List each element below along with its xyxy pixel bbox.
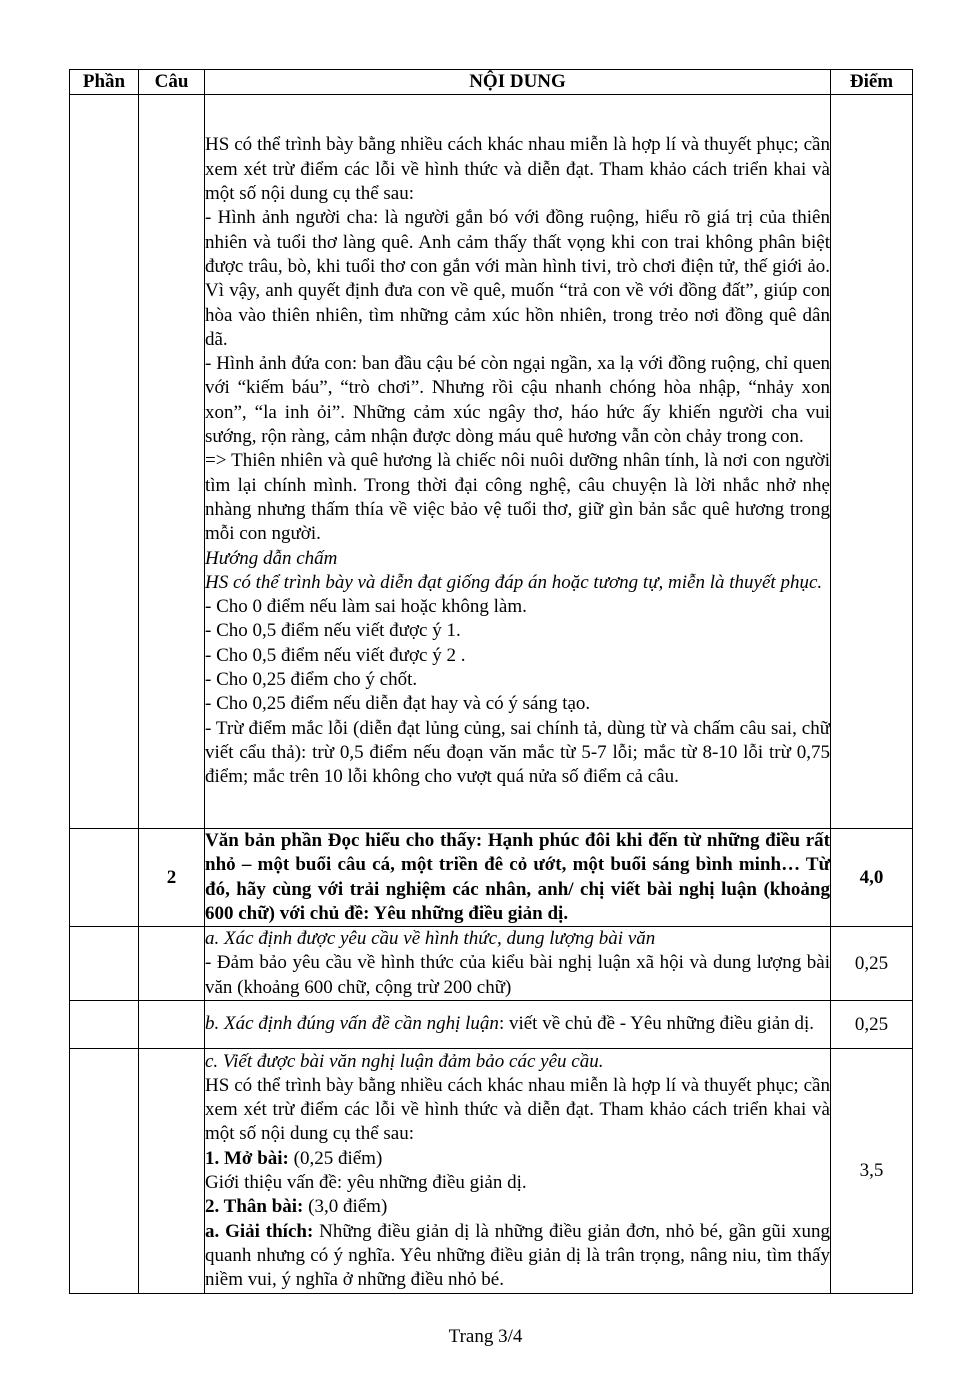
- table-row: [70, 95, 913, 829]
- cell-content: [205, 927, 831, 1001]
- header-noi-dung: NỘI DUNG: [205, 70, 831, 95]
- cell-phan: [70, 95, 139, 829]
- section-points: (3,0 điểm): [303, 1196, 388, 1218]
- paragraph: - Hình ảnh đứa con: ban đầu cậu bé còn ngại ngần, xa lạ với đồng ruộng, chỉ quen với “kiếm báu”, “trò chơi”. Nhưng rồi cậu nhanh chóng hòa nhập, “nhảy xon xon”, “la inh ỏi”. Những cảm xúc ngây thơ, háo hức ấy khiến người cha vui sướng, rộn ràng, cảm nhận được dòng máu quê hương vẫn còn chảy trong con.: [205, 353, 830, 448]
- table-row: [70, 1049, 913, 1294]
- cell-phan: [70, 927, 139, 1001]
- header-phan: Phần: [70, 70, 139, 95]
- paragraph: HS có thể trình bày bằng nhiều cách khác nhau miễn là hợp lí và thuyết phục; cần xem xét trừ điểm các lỗi về hình thức và diễn đạt. Tham khảo cách triển khai và một số nội dung cụ thể sau:: [205, 134, 830, 205]
- guide-item: - Cho 0,25 điểm cho ý chốt.: [205, 669, 418, 691]
- paragraph: HS có thể trình bày bằng nhiều cách khác nhau miễn là hợp lí và thuyết phục; cần xem xét trừ điểm các lỗi về hình thức và diễn đạt. Tham khảo cách triển khai và một số nội dung cụ thể sau:: [205, 1074, 830, 1145]
- section-label: 2. Thân bài:: [205, 1196, 304, 1218]
- paragraph: - Hình ảnh người cha: là người gắn bó với đồng ruộng, hiểu rõ giá trị của thiên nhiên và tuổi thơ làng quê. Anh cảm thấy thất vọng khi con trai không phân biệt được trâu, bò, khi tuổi thơ con gắn với màn hình tivi, trò chơi điện tử, thế giới ảo. Vì vậy, anh quyết định đưa con về quê, muốn “trả con về với đồng đất”, giúp con hòa vào thiên nhiên, tìm những cảm xúc hồn nhiên, trong trẻo nơi đồng quê dân dã.: [205, 207, 830, 350]
- criterion-points: 3,5: [831, 1049, 913, 1294]
- paragraph: => Thiên nhiên và quê hương là chiếc nôi nuôi dưỡng nhân tính, là nơi con người tìm lại chính mình. Trong thời đại công nghệ, câu chuyện là lời nhắc nhở nhẹ nhàng nhưng thấm thía về việc bảo vệ tuổi thơ, giữ gìn bản sắc quê hương trong mỗi con người.: [205, 450, 830, 545]
- cell-phan: [70, 1001, 139, 1049]
- header-cau: Câu: [139, 70, 205, 95]
- cell-phan: [70, 829, 139, 927]
- cell-diem: [831, 95, 913, 829]
- cell-content: [205, 1049, 831, 1294]
- guide-title: Hướng dẫn chấm: [205, 547, 338, 569]
- guide-item: - Cho 0,5 điểm nếu viết được ý 2 .: [205, 644, 466, 666]
- page-number: Trang 3/4: [448, 1326, 523, 1347]
- cell-cau: [139, 95, 205, 829]
- section-points: (0,25 điểm): [288, 1147, 383, 1169]
- cell-content: [205, 95, 831, 829]
- cell-phan: [70, 1049, 139, 1294]
- table-row: [70, 829, 913, 927]
- criterion-title: a. Xác định được yêu cầu về hình thức, dung lượng bài văn: [205, 928, 656, 950]
- criterion-text: : viết về chủ đề - Yêu những điều giản dị.: [498, 1013, 815, 1035]
- guide-item: - Cho 0 điểm nếu làm sai hoặc không làm.: [205, 596, 527, 618]
- cell-cau: [139, 1001, 205, 1049]
- header-row: [70, 70, 913, 95]
- criterion-points: 0,25: [831, 927, 913, 1001]
- guide-item: - Cho 0,5 điểm nếu viết được ý 1.: [205, 620, 461, 642]
- criterion-points: 0,25: [831, 1001, 913, 1049]
- question-text: Văn bản phần Đọc hiểu cho thấy: Hạnh phúc đôi khi đến từ những điều rất nhỏ – một buổi câu cá, một triền đê cỏ ướt, một buổi sáng bình minh… Từ đó, hãy cùng với trải nghiệm các nhân, anh/ chị viết bài nghị luận (khoảng 600 chữ) với chủ đề: Yêu những điều giản dị.: [205, 829, 831, 927]
- table-row: [70, 1001, 913, 1049]
- criterion-title: c. Viết được bài văn nghị luận đảm bảo các yêu cầu.: [205, 1050, 604, 1072]
- table-row: [70, 927, 913, 1001]
- guide-item: - Trừ điểm mắc lỗi (diễn đạt lủng củng, sai chính tả, dùng từ và chấm câu sai, chữ viết cẩu thả): trừ 0,5 điểm nếu đoạn văn mắc từ 5-7 lỗi; mắc từ 8-10 lỗi trừ 0,75 điểm; mắc trên 10 lỗi không cho vượt quá nửa số điểm cả câu.: [205, 717, 830, 788]
- subsection-label: a. Giải thích:: [205, 1220, 314, 1242]
- criterion-text: - Đảm bảo yêu cầu về hình thức của kiểu bài nghị luận xã hội và dung lượng bài văn (khoảng 600 chữ, cộng trừ 200 chữ): [205, 952, 830, 998]
- paragraph: Những điều giản dị là những điều giản đơn, nhỏ bé, gần gũi xung quanh nhưng có ý nghĩa. Yêu những điều giản dị là trân trọng, nâng niu, tìm thấy niềm vui, ý nghĩa ở những điều nhỏ bé.: [205, 1220, 830, 1291]
- grading-table: [69, 69, 913, 1294]
- guide-note: HS có thể trình bày và diễn đạt giống đáp án hoặc tương tự, miễn là thuyết phục.: [205, 571, 823, 593]
- question-number: 2: [139, 829, 205, 927]
- guide-item: - Cho 0,25 điểm nếu diễn đạt hay và có ý sáng tạo.: [205, 693, 591, 715]
- cell-cau: [139, 927, 205, 1001]
- question-points: 4,0: [831, 829, 913, 927]
- cell-cau: [139, 1049, 205, 1294]
- paragraph: Giới thiệu vấn đề: yêu những điều giản dị.: [205, 1172, 527, 1194]
- section-label: 1. Mở bài:: [205, 1147, 289, 1169]
- cell-content: [205, 1001, 831, 1049]
- criterion-title: b. Xác định đúng vấn đề cần nghị luận: [205, 1013, 499, 1035]
- header-diem: Điểm: [831, 70, 913, 95]
